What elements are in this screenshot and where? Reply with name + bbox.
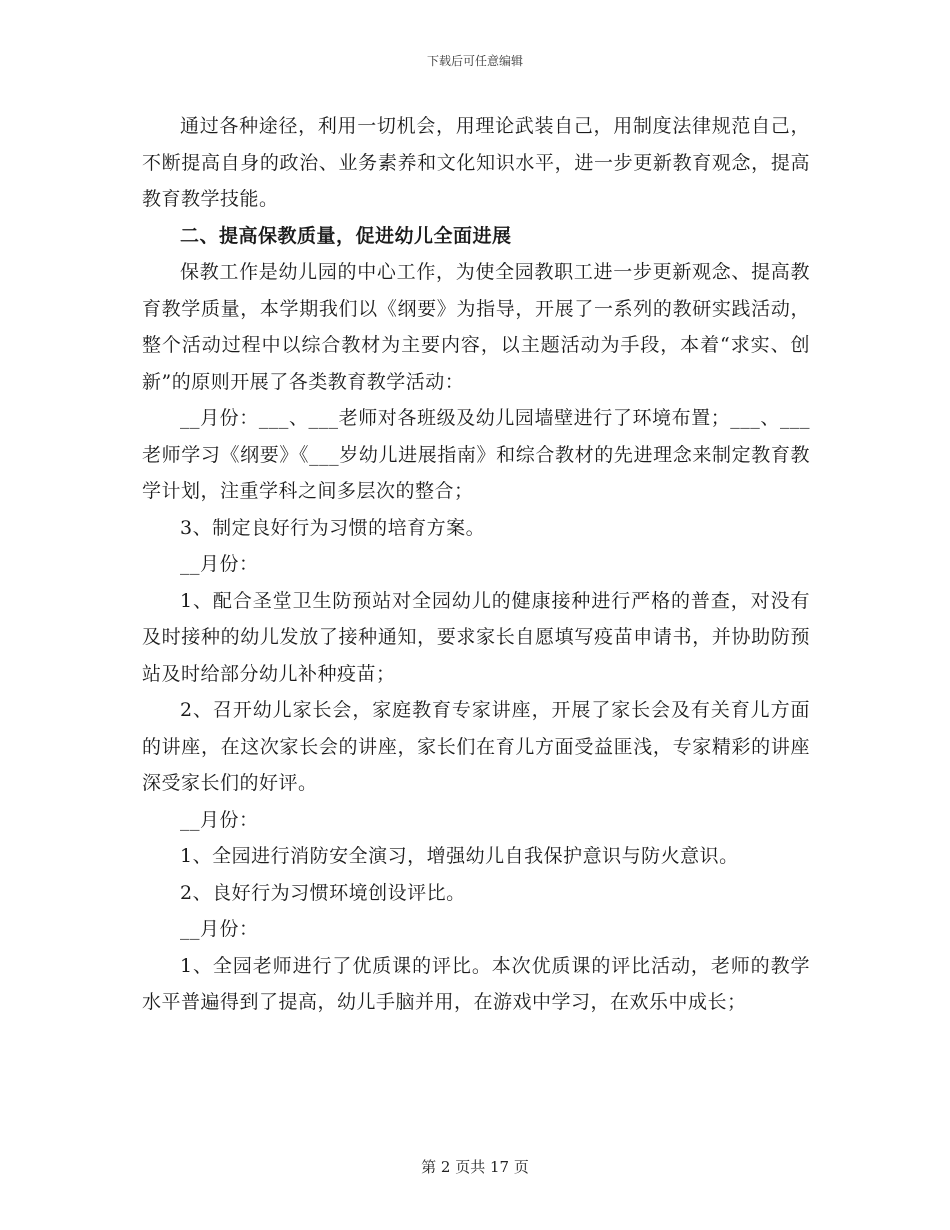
paragraph-2: 保教工作是幼儿园的中心工作，为使全园教职工进一步更新观念、提高教育教学质量，本学期我们以《纲要》为指导，开展了一系列的教研实践活动，整个活动过程中以综合教材为主要内容，以主题活动为手段，本着“求实、创新”的原则开展了各类教育教学活动： [142,261,810,393]
paragraph-9: 1、全园进行消防安全演习，增强幼儿自我保护意识与防火意识。 [180,845,739,867]
paragraph-7: 2、召开幼儿家长会，家庭教育专家讲座，开展了家长会及有关育儿方面的讲座，在这次家长会的讲座，家长们在育儿方面受益匪浅，专家精彩的讲座深受家长们的好评。 [142,699,810,794]
page-number: 第 2 页共 17 页 [421,1158,529,1176]
document-body [142,108,810,1021]
paragraph-8: __月份： [180,808,259,831]
paragraph-5: __月份： [180,553,259,575]
paragraph-4: 3、制定良好行为习惯的培育方案。 [180,516,486,539]
header-note: 下载后可任意编辑 [426,54,523,68]
section-heading: 二、提高保教质量，促进幼儿全面进展 [180,224,512,247]
paragraph-12: 1、全园老师进行了优质课的评比。本次优质课的评比活动，老师的教学水平普遍得到了提高，幼儿手脑并用，在游戏中学习，在欢乐中成长； [142,954,810,1013]
paragraph-3: __月份：___、___老师对各班级及幼儿园墙壁进行了环境布置；___、___老师学习《纲要》《___岁幼儿进展指南》和综合教材的先进理念来制定教育教学计划，注重学科之间多层次的整合； [142,407,810,502]
paragraph-6: 1、配合圣堂卫生防预站对全园幼儿的健康接种进行严格的普查，对没有及时接种的幼儿发放了接种通知，要求家长自愿填写疫苗申请书，并协助防预站及时给部分幼儿补种疫苗； [142,589,810,685]
paragraph-11: __月份： [180,918,259,940]
paragraph-10: 2、良好行为习惯环境创设评比。 [180,881,466,904]
paragraph-1: 通过各种途径，利用一切机会，用理论武装自己，用制度法律规范自己，不断提高自身的政治、业务素养和文化知识水平，进一步更新教育观念，提高教育教学技能。 [142,115,810,210]
